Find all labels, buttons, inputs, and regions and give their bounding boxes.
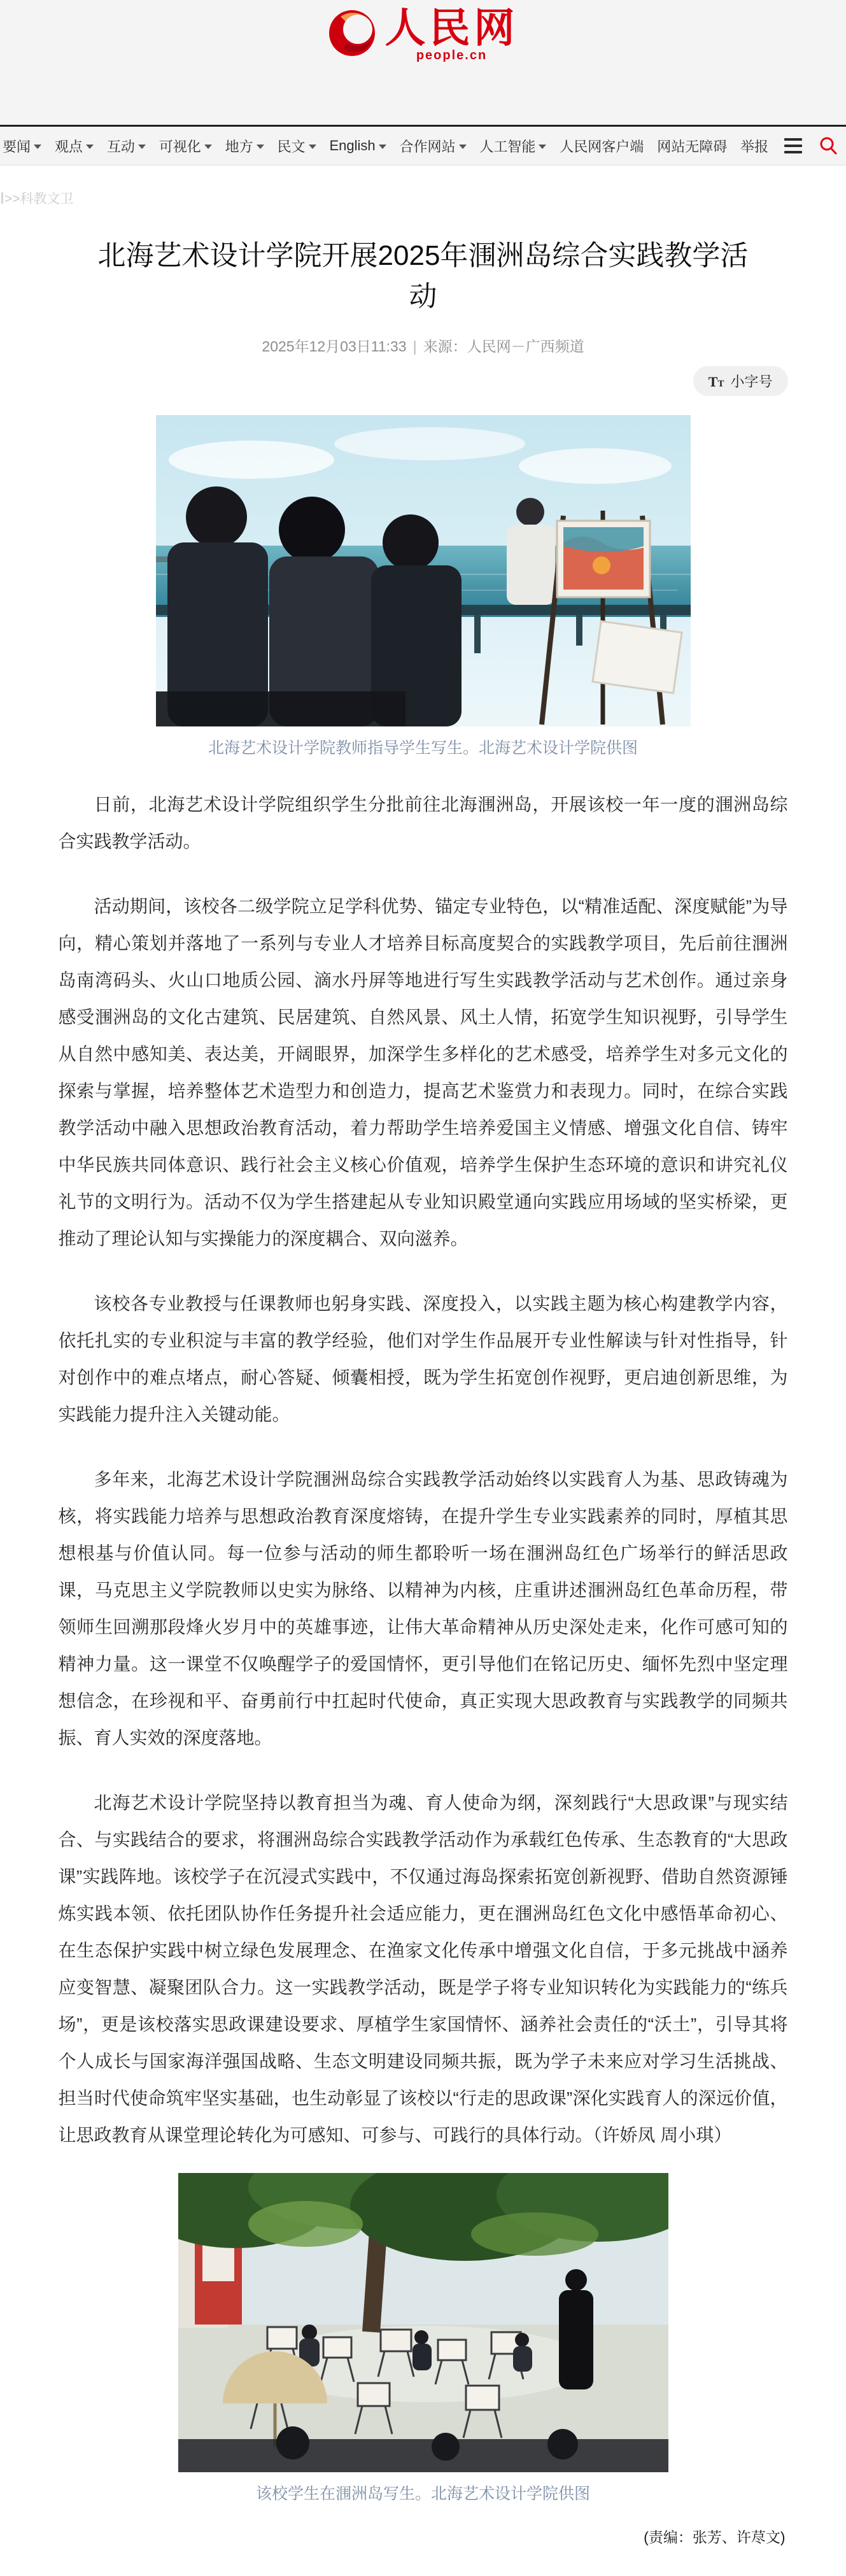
nav-item-report[interactable]: 举报 — [740, 138, 769, 155]
chevron-down-icon — [459, 145, 467, 149]
editor-note: (责编：张芳、许荩文) — [644, 2529, 786, 2545]
chevron-down-icon — [539, 145, 546, 149]
main-nav — [0, 125, 846, 166]
article-meta — [59, 335, 788, 356]
people-cn-flame-icon — [328, 6, 376, 63]
paragraph: 该校各专业教授与任课教师也躬身实践、深度投入，以实践主题为核心构建教学内容，依托扎实的专业积淀与丰富的教学经验，他们对学生作品展开专业性解读与针对性指导，针对创作中的难点堵点，耐心答疑、倾囊相授，既为学生拓宽创作视野，更启迪创新思维，为实践能力提升注入关键动能。 — [58, 1294, 788, 1424]
font-size-button[interactable] — [693, 366, 788, 396]
search-icon[interactable] — [818, 136, 838, 156]
site-header — [0, 0, 846, 166]
paragraph: 日前，北海艺术设计学院组织学生分批前往北海涠洲岛，开展该校一年一度的涠洲岛综合实践教学活动。 — [58, 795, 788, 851]
nav-item-keshihua[interactable]: 可视化 — [159, 136, 212, 156]
chevron-down-icon — [257, 145, 264, 149]
article-toolbar — [59, 366, 788, 396]
paragraph: 北海艺术设计学院坚持以教育担当为魂、育人使命为纲，深刻践行“大思政课”与现实结合、与实践结合的要求，将涠洲岛综合实践教学活动作为承载红色传承、生态教育的“大思政课”实践阵地。该校学子在沉浸式实践中，不仅通过海岛探索拓宽创新视野、借助自然资源锤炼实践本领、依托团队协作任务提升社会适应能力，更在涠洲岛红色文化中感悟革命初心、在生态保护实践中树立绿色发展理念、在渔家文化传承中增强文化自信，于多元挑战中涵养应变智慧、凝聚团队合力。这一实践教学活动，既是学子将专业知识转化为实践能力的“练兵场”，更是该校落实思政课建设要求、厚植学生家国情怀、涵养社会责任的“沃土”，引导其将个人成长与国家海洋强国战略、生态文明建设同频共振，既为学子未来应对学习生活挑战、担当时代使命筑牢坚实基础，也生动彰显了该校以“行走的思政课”深化实践育人的深远价值，让思政教育从课堂理论转化为可感知、可参与、可践行的具体行动。（许娇凤 周小琪） — [58, 1793, 788, 2145]
site-subtitle: people.cn — [416, 48, 488, 62]
site-title: 人民网 — [384, 6, 519, 51]
chevron-down-icon — [138, 145, 146, 149]
chevron-down-icon — [309, 145, 316, 149]
chevron-down-icon — [34, 145, 41, 149]
street-plein-air-photo — [178, 2173, 668, 2472]
nav-item-hezuowangzhan[interactable]: 合作网站 — [399, 136, 466, 156]
meta-separator: | — [412, 338, 417, 355]
nav-item-difang[interactable]: 地方 — [225, 136, 264, 156]
chevron-down-icon — [379, 145, 386, 149]
breadcrumb-link[interactable]: >>科教文卫 — [4, 192, 74, 206]
seaside-sketching-photo — [156, 415, 691, 726]
nav-item-minwen[interactable]: 民文 — [278, 136, 316, 156]
font-size-button-label: 小字号 — [730, 374, 773, 390]
people-cn-logo[interactable] — [328, 6, 519, 63]
page-title: 北海艺术设计学院开展2025年涠洲岛综合实践教学活动 — [97, 240, 749, 312]
logo-zone — [0, 0, 846, 125]
clipped-breadcrumb-char — [0, 191, 4, 205]
article-source[interactable]: 来源：人民网－广西频道 — [423, 338, 584, 355]
article-photo-1 — [156, 415, 691, 758]
chevron-down-icon — [86, 145, 94, 149]
article — [59, 211, 788, 2547]
nav-item-hudong[interactable]: 互动 — [107, 136, 146, 156]
chevron-down-icon — [204, 145, 212, 149]
paragraph: 活动期间，该校各二级学院立足学科优势、锚定专业特色，以“精准适配、深度赋能”为导向，精心策划并落地了一系列与专业人才培养目标高度契合的实践教学项目，先后前往涠洲岛南湾码头、火山口地质公园、滴水丹屏等地进行写生实践教学活动与艺术创作。通过亲身感受涠洲岛的文化古建筑、民居建筑、自然风景、风土人情，拓宽学生知识视野，引导学生从自然中感知美、表达美，开阔眼界，加深学生多样化的艺术感受，培养学生对多元文化的探索与掌握，培养整体艺术造型力和创造力，提高艺术鉴赏力和表现力。同时，在综合实践教学活动中融入思想政治教育活动，着力帮助学生培养爱国主义情感、增强文化自信、铸牢中华民族共同体意识、践行社会主义核心价值观，培养学生保护生态环境的意识和讲究礼仪礼节的文明行为。活动不仅为学生搭建起从专业知识殿堂通向实践应用场域的坚实桥梁，更推动了理论认知与实操能力的深度耦合、双向滋养。 — [58, 896, 788, 1249]
paragraph: 多年来，北海艺术设计学院涠洲岛综合实践教学活动始终以实践育人为基、思政铸魂为核，将实践能力培养与思想政治教育深度熔铸，在提升学生专业实践素养的同时，厚植其思想根基与价值认同。每一位参与活动的师生都聆听一场在涠洲岛红色广场举行的鲜活思政课，马克思主义学院教师以史实为脉络、以精神为内核，庄重讲述涠洲岛红色革命历程，带领师生回溯那段烽火岁月中的英雄事迹，让伟大革命精神从历史深处走来，化作可感可知的精神力量。这一课堂不仅唤醒学子的爱国情怀，更引导他们在铭记历史、缅怀先烈中坚定理想信念，在珍视和平、奋勇前行中扛起时代使命，真正实现大思政教育与实践教学的同频共振、育人实效的深度落地。 — [58, 1469, 788, 1748]
nav-item-app[interactable]: 人民网客户端 — [560, 138, 644, 155]
photo-caption: 北海艺术设计学院教师指导学生写生。北海艺术设计学院供图 — [208, 740, 638, 757]
nav-item-english[interactable]: English — [329, 138, 386, 154]
photo-caption: 该校学生在涠洲岛写生。北海艺术设计学院供图 — [255, 2486, 590, 2503]
nav-item-accessibility[interactable]: 网站无障碍 — [657, 138, 728, 155]
article-photo-2 — [178, 2173, 668, 2504]
font-size-icon: TT — [708, 374, 724, 390]
nav-item-yaowen[interactable]: 要闻 — [3, 136, 41, 156]
publish-date: 2025年12月03日11:33 — [262, 338, 407, 355]
breadcrumb — [0, 166, 846, 211]
nav-item-rengongzhineng[interactable]: 人工智能 — [479, 136, 546, 156]
hamburger-icon[interactable] — [782, 136, 805, 156]
article-body — [59, 786, 788, 2154]
nav-item-guandian[interactable]: 观点 — [55, 136, 94, 156]
